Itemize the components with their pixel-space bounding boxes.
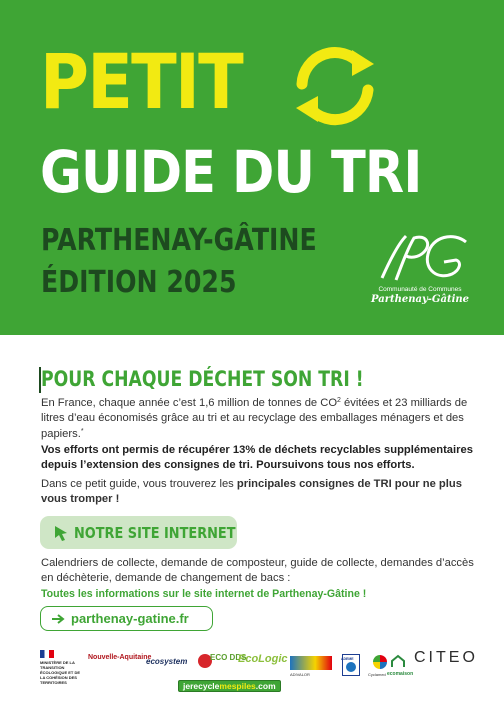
website-button-label: NOTRE SITE INTERNET [74,523,236,542]
intro-paragraph-co2: En France, chaque année c’est 1,6 million de tonnes de $CO^2$ évitées et 23 milliards de litres d’eau économisés grâce au tri et au recyclage des emballages ménagers et des papiers.* [41,397,468,440]
ecosystem-logo: ecosystem [146,657,188,666]
ademe-logo-icon [346,662,356,672]
title-edition: ÉDITION 2025 [41,265,237,300]
title-guide-du-tri: GUIDE DU TRI [40,138,422,206]
website-highlight: Toutes les informations sur le site internet de Parthenay-Gâtine ! [41,588,367,600]
community-logo-caption: Communauté de Communes [378,286,462,293]
arrow-right-icon [51,614,65,624]
title-town: PARTHENAY-GÂTINE [41,223,317,258]
intro-paragraph-guide: Dans ce petit guide, vous trouverez les principales consignes de TRI pour ne plus vous tromper ! [41,478,462,505]
website-url-link[interactable] [40,606,213,631]
ministry-logo: MINISTÈRE DE LA TRANSITION ÉCOLOGIQUE ET DE LA COHÉSION DES TERRITOIRES [40,650,80,685]
adivalor-logo-label: ADIVALOR [290,672,310,677]
website-button[interactable] [40,516,237,549]
cyclamed-logo-icon [373,655,387,669]
partner-logos [38,646,478,700]
cursor-arrow-icon [54,525,68,541]
intro-paragraph-efforts: Vos efforts ont permis de récupérer 13% de déchets recyclables supplémentaires depuis l’extension des consignes de tri. Poursuivons tous nos efforts. [41,444,473,471]
website-description: Calendriers de collecte, demande de composteur, guide de collecte, demandes d’accès en déchèterie, demande de changement de bacs : [41,557,474,584]
ecomaison-house-icon [390,654,406,668]
citeo-logo: CITEO [414,649,478,666]
ademe-logo-label: ADEME [341,657,354,661]
ecomaison-logo-label: ecomaison [387,671,414,677]
recycle-arrows-icon [290,44,380,128]
region-logo: Nouvelle-Aquitaine [88,654,152,661]
cyclamed-logo-label: Cyclamed [368,672,386,677]
french-flag-icon [40,650,54,658]
ecodds-logo: ECO DDS [198,652,228,678]
title-petit: PETIT [40,37,243,126]
section-title: POUR CHAQUE DÉCHET SON TRI ! [41,367,364,391]
ppg-logo-mark-icon [368,230,476,284]
ecologic-logo: EcoLogic [238,653,288,665]
adivalor-logo-icon [290,656,332,670]
website-url: parthenay-gatine.fr [71,611,189,626]
community-logo [360,230,480,310]
jerecyclemespiles-logo: jerecyclemespiles.com [178,680,281,692]
community-logo-name: Parthenay-Gâtine [370,294,470,305]
cover-header [0,0,504,335]
